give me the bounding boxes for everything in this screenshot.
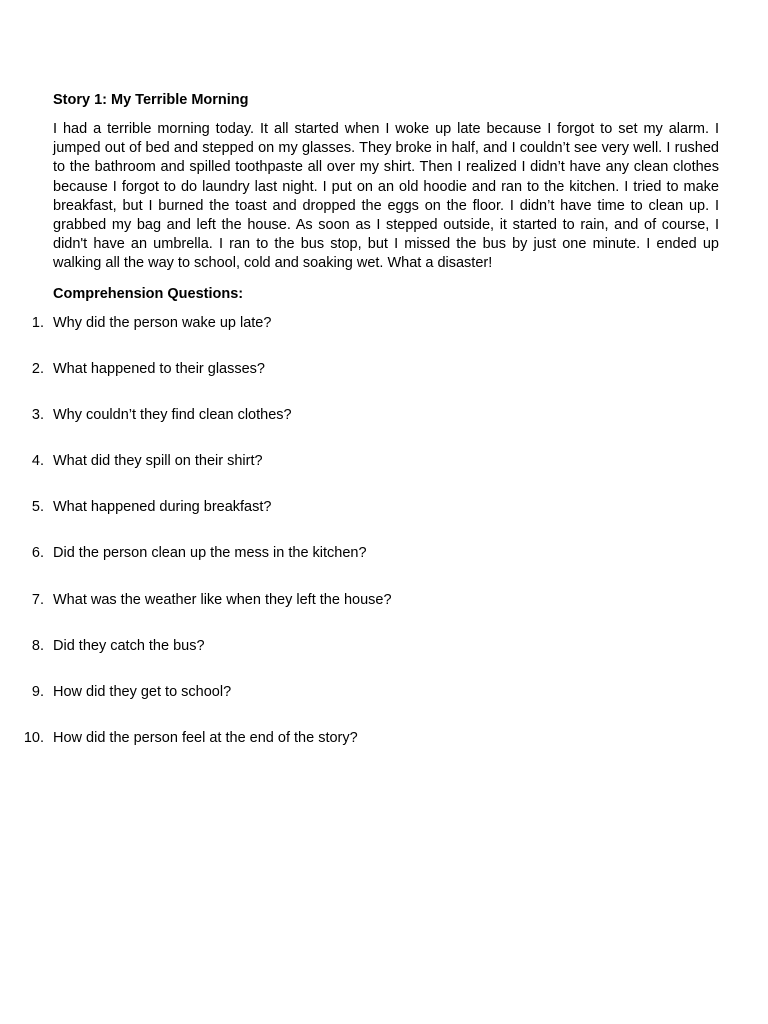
question-item [0, 452, 768, 498]
story-body: I had a terrible morning today. It all started when I woke up late because I forgot to set my alarm. I jumped out of bed and stepped on my glasses. They broke in half, and I couldn’t see very well. I rushed to the bathroom and spilled toothpaste all over my shirt. Then I realized I didn’t have any clean clothes because I forgot to do laundry last night. I put on an old hoodie and ran to the kitchen. I tried to make breakfast, but I burned the toast and dropped the eggs on the floor. I didn’t have time to clean up. I grabbed my bag and left the house. As soon as I stepped outside, it started to rain, and of course, I didn't have an umbrella. I ran to the bus stop, but I missed the bus by just one minute. I ended up walking all the way to school, cold and soaking wet. What a disaster! [53, 121, 719, 272]
question-number: 1. [31, 315, 44, 331]
story-title: Story 1: My Terrible Morning [53, 92, 249, 108]
questions-heading: Comprehension Questions: [53, 286, 244, 302]
question-text: How did the person feel at the end of the story? [53, 729, 358, 746]
question-item [0, 683, 768, 729]
question-text: Why couldn’t they find clean clothes? [53, 407, 292, 424]
question-number: 2. [31, 361, 44, 378]
question-text: How did they get to school? [53, 683, 232, 700]
questions-list [0, 314, 768, 775]
question-item [0, 729, 768, 775]
question-text: What did they spill on their shirt? [53, 453, 263, 470]
question-number: 8. [31, 637, 44, 654]
question-text: Did they catch the bus? [53, 637, 205, 654]
question-number: 3. [31, 407, 44, 424]
question-item [0, 406, 768, 452]
question-text: What was the weather like when they left the house? [53, 591, 392, 608]
question-text: Why did the person wake up late? [53, 315, 272, 331]
question-number: 10. [23, 729, 44, 746]
question-item [0, 637, 768, 683]
question-text: What happened during breakfast? [53, 499, 272, 516]
question-item [0, 544, 768, 590]
question-number: 5. [31, 499, 44, 516]
question-text: Did the person clean up the mess in the kitchen? [53, 545, 367, 562]
question-number: 6. [31, 545, 44, 562]
question-number: 9. [31, 683, 44, 700]
question-number: 4. [31, 453, 44, 470]
question-item [0, 314, 768, 360]
question-text: What happened to their glasses? [53, 361, 265, 378]
question-item [0, 498, 768, 544]
question-item [0, 591, 768, 637]
question-number: 7. [31, 591, 44, 608]
question-item [0, 360, 768, 406]
